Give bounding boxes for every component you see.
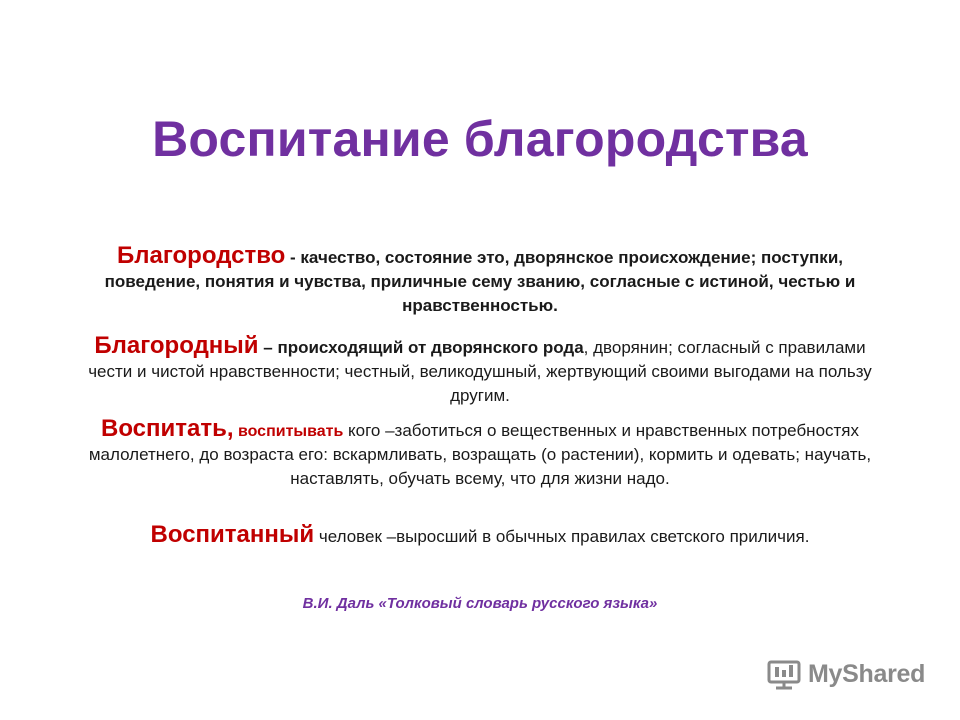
definition-vospitat — [80, 417, 880, 491]
definition-term-secondary: воспитывать — [233, 423, 344, 440]
definition-term: Воспитать, — [100, 415, 234, 442]
definition-text: , дворянин; согласный с правилами чести и чистой нравственности; честный, великодушный, жертвующий своими выгодами на пользу другим. — [88, 338, 872, 405]
definition-term: Благородный — [94, 332, 259, 359]
watermark-text: MyShared — [808, 659, 926, 688]
definition-vospitanny — [80, 523, 880, 549]
source-citation: В.И. Даль «Толковый словарь русского языка» — [302, 595, 658, 612]
definition-term: Воспитанный — [150, 521, 315, 548]
definition-text: человек –выросший в обычных правилах светского приличия. — [314, 527, 810, 546]
definition-text: кого –заботиться о вещественных и нравственных потребностях малолетнего, до возраста его: вскармливать, возращать (о растении), кормить и одевать; научать, наставлять, обучать всему, что для жизни надо. — [88, 421, 872, 488]
myshared-logo-icon — [766, 657, 802, 691]
definition-text-bold: – происходящий от дворянского рода — [258, 338, 584, 357]
slide-title: Воспитание благородства — [152, 111, 808, 167]
definition-blagorodny — [80, 334, 880, 408]
definition-term: Благородство — [117, 242, 286, 269]
myshared-watermark — [766, 654, 925, 694]
definition-blagorodstvo — [80, 244, 880, 318]
definition-text: - качество, состояние это, дворянское происхождение; поступки, поведение, понятия и чувства, приличные сему званию, согласные с истиной, честью и нравственностью. — [104, 248, 856, 315]
